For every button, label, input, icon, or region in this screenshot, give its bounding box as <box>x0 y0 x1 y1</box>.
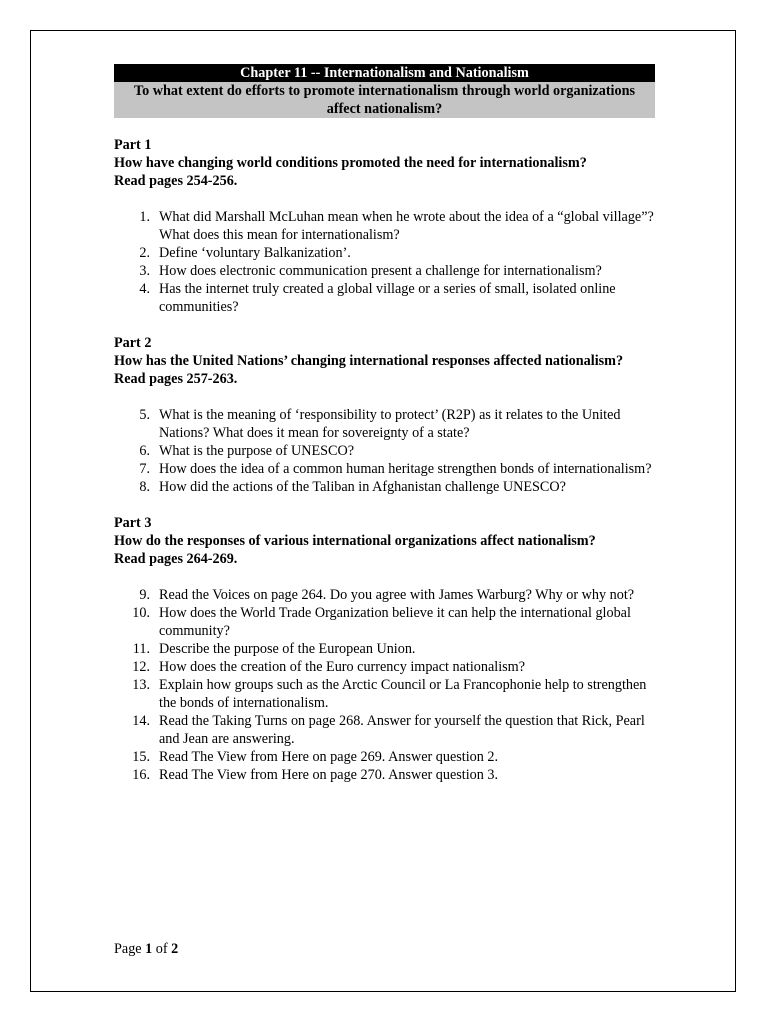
question-number: 6. <box>139 443 150 459</box>
question-text: How does the idea of a common human heritage strengthen bonds of internationalism? <box>159 461 652 477</box>
question-text: How does the creation of the Euro currency impact nationalism? <box>159 659 525 675</box>
document-page <box>30 30 736 992</box>
list-item <box>114 442 655 460</box>
list-item <box>114 676 655 712</box>
question-number: 16. <box>132 767 150 783</box>
page-total: 2 <box>171 941 179 957</box>
list-item <box>114 262 655 280</box>
page-current: 1 <box>145 941 153 957</box>
question-list <box>114 208 655 316</box>
list-item <box>114 766 655 784</box>
question-text: How did the actions of the Taliban in Afghanistan challenge UNESCO? <box>159 479 566 495</box>
question-text: How does electronic communication present a challenge for internationalism? <box>159 263 602 279</box>
question-text: Explain how groups such as the Arctic Council or La Francophonie help to strengthen the bonds of internationalism. <box>159 677 647 711</box>
list-item <box>114 586 655 604</box>
part-reading: Read pages 257-263. <box>114 371 238 387</box>
list-item <box>114 658 655 676</box>
question-number: 13. <box>132 677 150 693</box>
page-prefix: Page <box>114 941 142 957</box>
question-text: Define ‘voluntary Balkanization’. <box>159 245 351 261</box>
list-item <box>114 244 655 262</box>
part-section <box>114 514 655 784</box>
question-number: 9. <box>139 587 150 603</box>
question-number: 3. <box>139 263 150 279</box>
list-item <box>114 748 655 766</box>
chapter-title: Chapter 11 -- Internationalism and Nationalism <box>114 64 655 82</box>
question-text: Read the Taking Turns on page 268. Answer for yourself the question that Rick, Pearl and Jean are answering. <box>159 713 645 747</box>
question-number: 15. <box>132 749 150 765</box>
question-number: 2. <box>139 245 150 261</box>
part-question: How has the United Nations’ changing international responses affected nationalism? <box>114 353 624 369</box>
list-item <box>114 478 655 496</box>
question-number: 4. <box>139 281 150 297</box>
question-list <box>114 406 655 496</box>
question-text: What did Marshall McLuhan mean when he wrote about the idea of a “global village”? What does this mean for internationalism? <box>159 209 654 243</box>
question-number: 14. <box>132 713 150 729</box>
inquiry-question: To what extent do efforts to promote internationalism through world organizations affect nationalism? <box>114 82 655 118</box>
question-number: 8. <box>139 479 150 495</box>
part-reading: Read pages 254-256. <box>114 173 238 189</box>
question-text: Has the internet truly created a global village or a series of small, isolated online communities? <box>159 281 616 315</box>
question-text: Read The View from Here on page 270. Answer question 3. <box>159 767 499 783</box>
page-footer <box>114 941 178 958</box>
question-number: 10. <box>132 605 150 621</box>
part-label: Part 1 <box>114 137 152 153</box>
list-item <box>114 406 655 442</box>
part-reading: Read pages 264-269. <box>114 551 238 567</box>
question-text: How does the World Trade Organization believe it can help the international global community? <box>159 605 631 639</box>
part-section <box>114 136 655 316</box>
question-number: 5. <box>139 407 150 423</box>
part-question: How do the responses of various international organizations affect nationalism? <box>114 533 596 549</box>
page-content <box>114 64 655 784</box>
page-of: of <box>155 941 168 957</box>
list-item <box>114 280 655 316</box>
question-text: Read The View from Here on page 269. Answer question 2. <box>159 749 499 765</box>
part-label: Part 2 <box>114 335 152 351</box>
question-text: Read the Voices on page 264. Do you agree with James Warburg? Why or why not? <box>159 587 635 603</box>
list-item <box>114 712 655 748</box>
question-number: 11. <box>132 641 150 657</box>
list-item <box>114 460 655 478</box>
question-number: 1. <box>139 209 150 225</box>
question-number: 7. <box>139 461 150 477</box>
question-number: 12. <box>132 659 150 675</box>
question-list <box>114 586 655 784</box>
list-item <box>114 604 655 640</box>
part-section <box>114 334 655 496</box>
part-label: Part 3 <box>114 515 152 531</box>
question-text: Describe the purpose of the European Union. <box>159 641 416 657</box>
part-question: How have changing world conditions promoted the need for internationalism? <box>114 155 587 171</box>
list-item <box>114 640 655 658</box>
list-item <box>114 208 655 244</box>
question-text: What is the meaning of ‘responsibility to protect’ (R2P) as it relates to the United Nations? What does it mean for sovereignty of a state? <box>159 407 621 441</box>
question-text: What is the purpose of UNESCO? <box>159 443 355 459</box>
